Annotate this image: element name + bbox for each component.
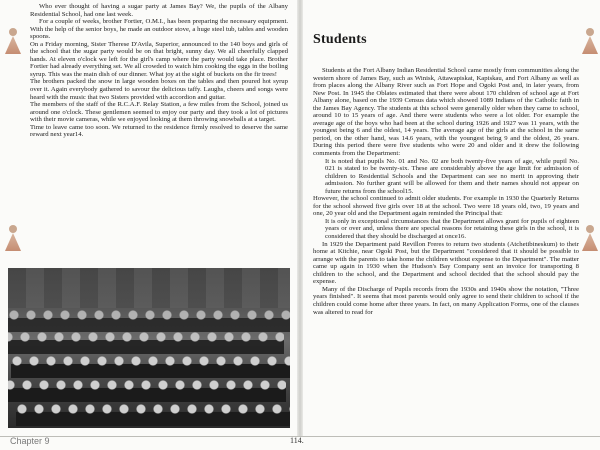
page-number: 114. bbox=[290, 436, 304, 445]
left-page bbox=[0, 0, 297, 436]
decorative-figure-icon bbox=[580, 225, 600, 251]
paragraph: Time to leave came too soon. We returned to the residence firmly resolved to deserve the same reward next year14. bbox=[30, 123, 288, 139]
paragraph: Who ever thought of having a sugar party at James Bay? We, the pupils of the Albany Residential School, had one last week. bbox=[30, 3, 288, 18]
decorative-figure-icon bbox=[580, 28, 600, 54]
decorative-figure-icon bbox=[3, 28, 23, 54]
paragraph: On a Friday morning, Sister Therese D'Avila, Superior, announced to the 140 boys and girls of the school that the sugar party would be on that bright, sunny day. We all cheerfully clapped hands. At eleven o'clock we left for the girl's camp where the party would take place. Brother Fortier had already everything set. We all crowded to watch him cooking the eggs in the boiling syrup. This was the main dish of our dinner. What joy at the sight of buckets on the fir trees! bbox=[30, 40, 288, 78]
right-page bbox=[303, 0, 600, 436]
paragraph: Many of the Discharge of Pupils records from the 1930s and 1940s show the notation, "Three years finished". It seems that most parents would only agree to send their children to school if the children could come home after three years. In fact, on many Application Forms, one of the clauses was altered to read for bbox=[313, 285, 579, 316]
paragraph: In 1929 the Department paid Revillon Freres to return two students (Atchetibineskum) to their home at Kitchie, near Ogoki Post, but the Department "considered that it should be possible to arrange with the parents to take home the children without expense to the Department". The matter came up again in 1930 when the Hudson's Bay Company sent an invoice for transporting 8 children to the school, and the Department and school decided that the school should pay the expense. bbox=[313, 240, 579, 286]
block-quote: It is only in exceptional circumstances that the Department allows grant for pupils of eighteen years or over and, unless there are special reasons for retaining these girls in the school, it is considered that they should be discharged at once16. bbox=[325, 217, 579, 241]
decorative-figure-icon bbox=[3, 225, 23, 251]
class-photo bbox=[8, 268, 290, 428]
block-quote: It is noted that pupils No. 01 and No. 02 are both twenty-five years of age, while pupil No. 021 is stated to be twenty-six. These are considerably above the age limit for admission of children to Residential Schools and the Department can see no merit in approving their admission. No further grant will be allowed for them and their names should not appear on future returns from the school15. bbox=[325, 157, 579, 195]
paragraph: However, the school continued to admit older students. For example in 1930 the Quarterly Returns for the school showed five girls over 18 at the school. Two were 18 years old, two, 19 years and one, 20 year old and the Department again reminded the Principal that: bbox=[313, 195, 579, 218]
right-page-text bbox=[313, 67, 579, 316]
paragraph: The brothers packed the snow in large wooden boxes on the tables and then poured hot syrup over it. Again everybody gathered to savour the delicious taffy. Laughs, cheers and songs were heard with the music that two Sisters provided with accordion and guitar. bbox=[30, 78, 288, 101]
paragraph: For a couple of weeks, brother Fortier, O.M.I., has been preparing the necessary equipment. With the help of the senior boys, he made an outdoor stove, a huge steel tub, tables and wooden spoons. bbox=[30, 18, 288, 41]
section-title: Students bbox=[313, 32, 367, 47]
chapter-label: Chapter 9 bbox=[10, 436, 50, 446]
paragraph: The members of the staff of the R.C.A.F. Relay Station, a few miles from the School, joined us around one o'clock. These gentlemen seemed to enjoy our party and they took a lot of pictures with their movie cameras, while we enjoyed looking at them throwing snowballs at a target. bbox=[30, 101, 288, 124]
left-page-text bbox=[30, 3, 288, 139]
page-footer bbox=[0, 436, 600, 450]
paragraph: Students at the Fort Albany Indian Residential School came mostly from communities along the western shore of James Bay, such as Winisk, Attawapiskat, Kapiskau, and Fort Albany as well as from places along the Albany River such as Fort Hope and Ogoki Post and, in later years, from New Post. In 1945 the Oblates estimated that there were about 170 children of school age at Fort Albany alone, based on the 1939 Census data which showed 1089 Indians of the Catholic faith in the James Bay Agency. The students at this school were generally older when they came to school, around 10 to 15 years of age. And there were students who were a lot older. For example the average age of the boys who had been at the school during 1926 and 1927 was 11 years, with the youngest being 6 and the oldest, 14 years. The average age of the girls at the school in the same period, on the other hand, was 14.6 years, with the youngest being 9 and the oldest, 26 years. During this period there were five students who were 20 and older and it drew the following comments from the Department: bbox=[313, 67, 579, 158]
